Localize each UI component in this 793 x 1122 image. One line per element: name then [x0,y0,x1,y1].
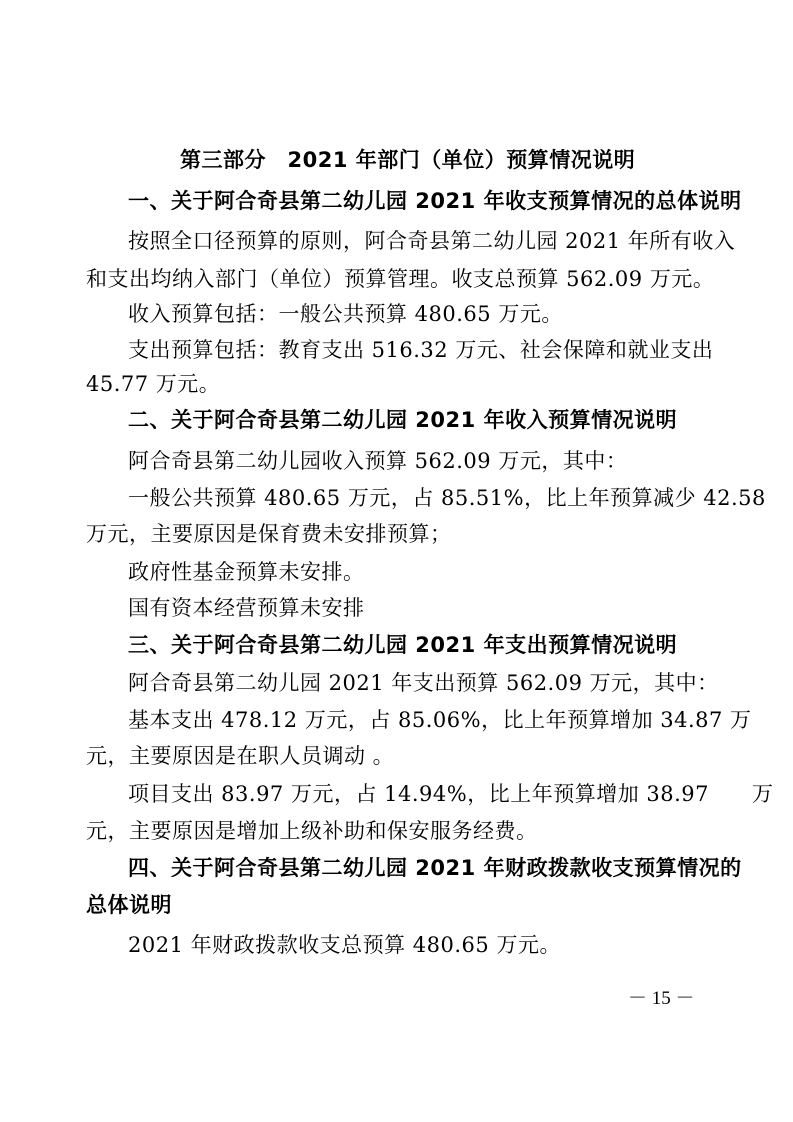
section-heading-1: 一、关于阿合奇县第二幼儿园 2021 年收支预算情况的总体说明 [128,189,742,213]
paragraph-line: 一般公共预算 480.65 万元，占 85.51%，比上年预算减少 42.58 [128,486,766,510]
page-title: 第三部分 2021 年部门（单位）预算情况说明 [180,148,636,172]
paragraph-line: 阿合奇县第二幼儿园收入预算 562.09 万元，其中： [128,449,628,473]
paragraph-line: 支出预算包括：教育支出 516.32 万元、社会保障和就业支出 [128,338,714,362]
section-heading-4: 四、关于阿合奇县第二幼儿园 2021 年财政拨款收支预算情况的 [128,856,742,880]
section-heading-3: 三、关于阿合奇县第二幼儿园 2021 年支出预算情况说明 [128,633,678,657]
paragraph-line: 和支出均纳入部门（单位）预算管理。收支总预算 562.09 万元。 [86,267,715,291]
page-number: － 15 － [628,988,695,1009]
section-heading-2: 二、关于阿合奇县第二幼儿园 2021 年收入预算情况说明 [128,408,678,432]
paragraph-line: 基本支出 478.12 万元，占 85.06%，比上年预算增加 34.87 万 [128,708,752,732]
section-heading-4-continued: 总体说明 [86,893,172,917]
paragraph-line: 按照全口径预算的原则，阿合奇县第二幼儿园 2021 年所有收入 [128,229,736,253]
paragraph-line: 元，主要原因是在职人员调动 。 [86,744,395,768]
paragraph-line: 国有资本经营预算未安排 [128,596,365,620]
paragraph-line: 政府性基金预算未安排。 [128,560,365,584]
paragraph-line: 2021 年财政拨款收支总预算 480.65 万元。 [128,933,561,957]
paragraph-line: 45.77 万元。 [86,372,221,396]
paragraph-line: 阿合奇县第二幼儿园 2021 年支出预算 562.09 万元，其中： [128,671,719,695]
paragraph-line: 元，主要原因是增加上级补助和保安服务经费。 [86,819,538,843]
paragraph-line: 万元，主要原因是保育费未安排预算； [86,522,452,546]
paragraph-line: 收入预算包括：一般公共预算 480.65 万元。 [128,302,563,326]
paragraph-line: 项目支出 83.97 万元，占 14.94%，比上年预算增加 38.97 万 [128,782,774,806]
